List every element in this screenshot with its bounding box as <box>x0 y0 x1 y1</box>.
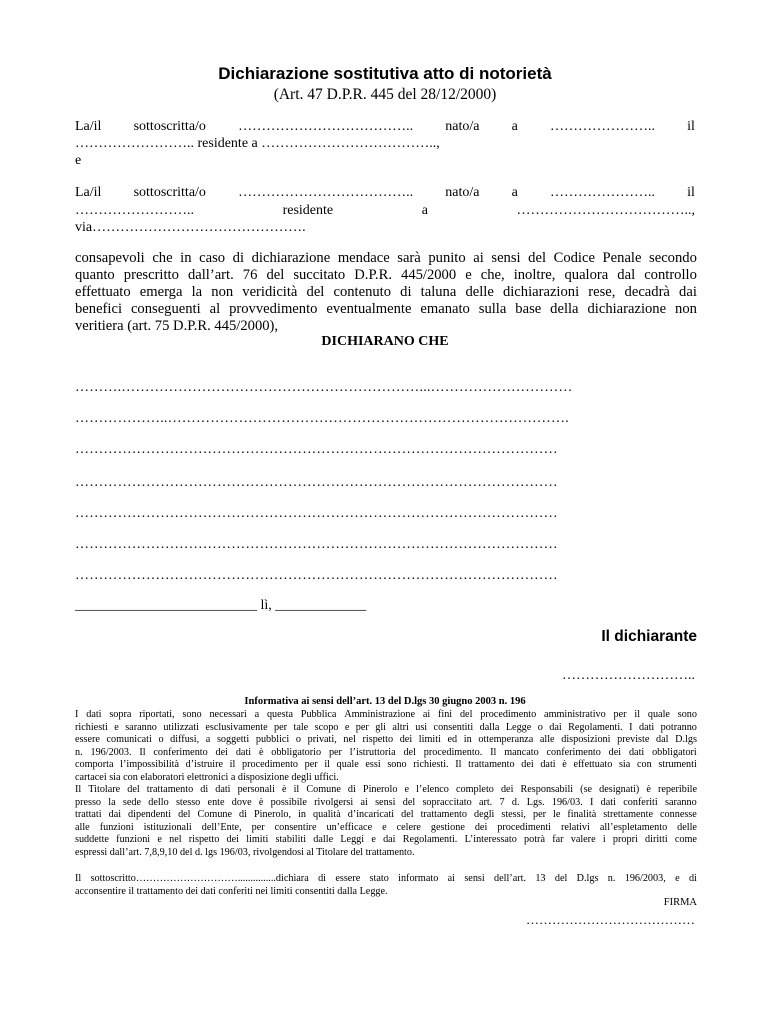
privacy-line: comporta l’impossibilità d’istruire il procedimento per il quale essi sono richiesti. Il trattamento dei dati è effettuato sia con strumenti <box>75 759 697 770</box>
paragraph-line: effettuato emerga la non veridicità del contenuto di taluna delle dichiarazioni rese, decadrà dai <box>75 284 697 300</box>
signature-field[interactable]: ……………………….. <box>562 668 695 683</box>
privacy-line: essere comunicati o diffusi, a soggetti pubblici o privati, nel rispetto dei limiti ed in ottemperanza alle disposizioni previste dal D.lgs <box>75 734 697 745</box>
consent-text <box>75 873 697 898</box>
person2-in-label: a <box>421 203 428 218</box>
blank-line[interactable]: ………………………………………………………………………………………… <box>75 442 558 457</box>
person2-name-field[interactable]: ……………………………….. <box>238 185 414 200</box>
person1-row2[interactable]: …………………….. residente a ……………………………….., <box>75 136 440 151</box>
paragraph-line: veritiera (art. 75 D.P.R. 445/2000), <box>75 318 279 334</box>
person2-at-label: a <box>511 185 518 200</box>
person2-street-field[interactable]: via………………………………………. <box>75 220 306 235</box>
person2-undersigned-label: sottoscritta/o <box>133 185 206 200</box>
document-title: Dichiarazione sostitutiva atto di notorietà <box>218 64 552 83</box>
consent-line[interactable]: Il sottoscritto…………………………...............dichiara di essere stato informato ai sensi dell’art. 13 del D.lgs n. 196/2003, e di <box>75 873 697 884</box>
firma-label: FIRMA <box>663 897 697 908</box>
privacy-line: cartacei sia con elaboratori elettronici a disposizione degli uffici. <box>75 771 339 783</box>
person2-birthdate-field[interactable]: …………………….. <box>75 203 194 218</box>
firma-field[interactable]: ………………………………… <box>526 912 695 927</box>
blank-line[interactable]: ………………………………………………………………………………………… <box>75 506 558 521</box>
privacy-line: richiesti e saranno utilizzati esclusivamente per tale scopo e per gli altri usi consentiti dalla Legge o dai Regolamenti. I dati potranno <box>75 721 697 733</box>
person1-conjunction: e <box>75 153 82 168</box>
person1-name-field[interactable]: ……………………………….. <box>238 119 414 134</box>
blank-line[interactable]: ……….………………………………………………………...………………………… <box>75 380 573 395</box>
person2-birthplace-field[interactable]: ………………….. <box>549 185 655 200</box>
person2-on-label: il <box>687 185 695 200</box>
section-heading: DICHIARANO CHE <box>321 334 449 349</box>
document-subtitle: (Art. 47 D.P.R. 445 del 28/12/2000) <box>273 86 497 103</box>
blank-line[interactable]: ………………………………………………………………………………………… <box>75 475 558 490</box>
privacy-text <box>75 709 697 859</box>
blank-line[interactable]: ………………..…………………………………………………………………………. <box>75 411 569 426</box>
blank-line[interactable]: ………………………………………………………………………………………… <box>75 537 558 552</box>
privacy-line: presso la sede dello stesso ente dove è possibile rivolgersi ai sensi del sopraccitato art. 7 d. Lgs. 196/03. I dati conferiti saranno <box>75 796 697 808</box>
person2-row2 <box>75 202 695 220</box>
privacy-line: suddette funzioni e nel rispetto dei limiti stabiliti dalle Leggi e dai Regolamenti. L’interessato potrà far valere i propri diritti come <box>75 834 697 845</box>
place-date-field[interactable]: __________________________ lì, _____________ <box>75 598 367 613</box>
declaration-paragraph <box>75 250 697 335</box>
person2-row1 <box>75 184 695 202</box>
privacy-line: n. 196/2003. Il conferimento dei dati è obbligatorio per l’istruttoria del procedimento. Il mancato conferimento dei dati obbligatori <box>75 746 697 758</box>
privacy-line: alle funzioni istituzionali dell’Ente, per consentire un’efficace e celere gestione dei procedimenti relativi all’espletamento delle <box>75 821 697 833</box>
person1-label: La/il <box>75 119 102 134</box>
person1-on-label: il <box>687 119 695 134</box>
paragraph-line: consapevoli che in caso di dichiarazione mendace sarà punito ai sensi del Codice Penale secondo <box>75 250 697 266</box>
privacy-line: I dati sopra riportati, sono necessari a questa Pubblica Amministrazione ai fini del procedimento amministrativo per il quale sono <box>75 709 697 720</box>
person1-at-label: a <box>511 119 518 134</box>
person2-residence-field[interactable]: ……………………………….., <box>516 203 695 218</box>
privacy-title: Informativa ai sensi dell’art. 13 del D.lgs 30 giugno 2003 n. 196 <box>244 696 526 707</box>
paragraph-line: benefici conseguenti al provvedimento eventualmente emanato sulla base della dichiarazione non <box>75 301 697 317</box>
person1-born-label: nato/a <box>445 119 480 134</box>
privacy-line: Il Titolare del trattamento di dati personali è il Comune di Pinerolo e l’elenco completo dei Responsabili (se designati) è reperibile <box>75 784 697 795</box>
privacy-line: espressi dall’art. 7,8,9,10 del d. lgs 196/03, rivolgendosi al Titolare del trattamento. <box>75 846 415 858</box>
person2-resident-label: residente <box>282 203 334 218</box>
paragraph-line: quanto prescritto dall’art. 76 del succitato D.P.R. 445/2000 e che, inoltre, qualora dal controllo <box>75 267 697 283</box>
person1-undersigned-label: sottoscritta/o <box>133 119 206 134</box>
person1-row1 <box>75 118 695 136</box>
signature-label: Il dichiarante <box>601 628 697 645</box>
blank-line[interactable]: ………………………………………………………………………………………… <box>75 568 558 583</box>
consent-line: acconsentire il trattamento dei dati conferiti nei limiti consentiti dalla Legge. <box>75 885 388 897</box>
person2-label: La/il <box>75 185 102 200</box>
person2-born-label: nato/a <box>445 185 480 200</box>
person1-birthplace-field[interactable]: ………………….. <box>549 119 655 134</box>
privacy-line: trattati dai dipendenti del Comune di Pinerolo, in qualità d’incaricati del trattamento degli stessi, per le finalità strettamente connesse <box>75 809 697 820</box>
